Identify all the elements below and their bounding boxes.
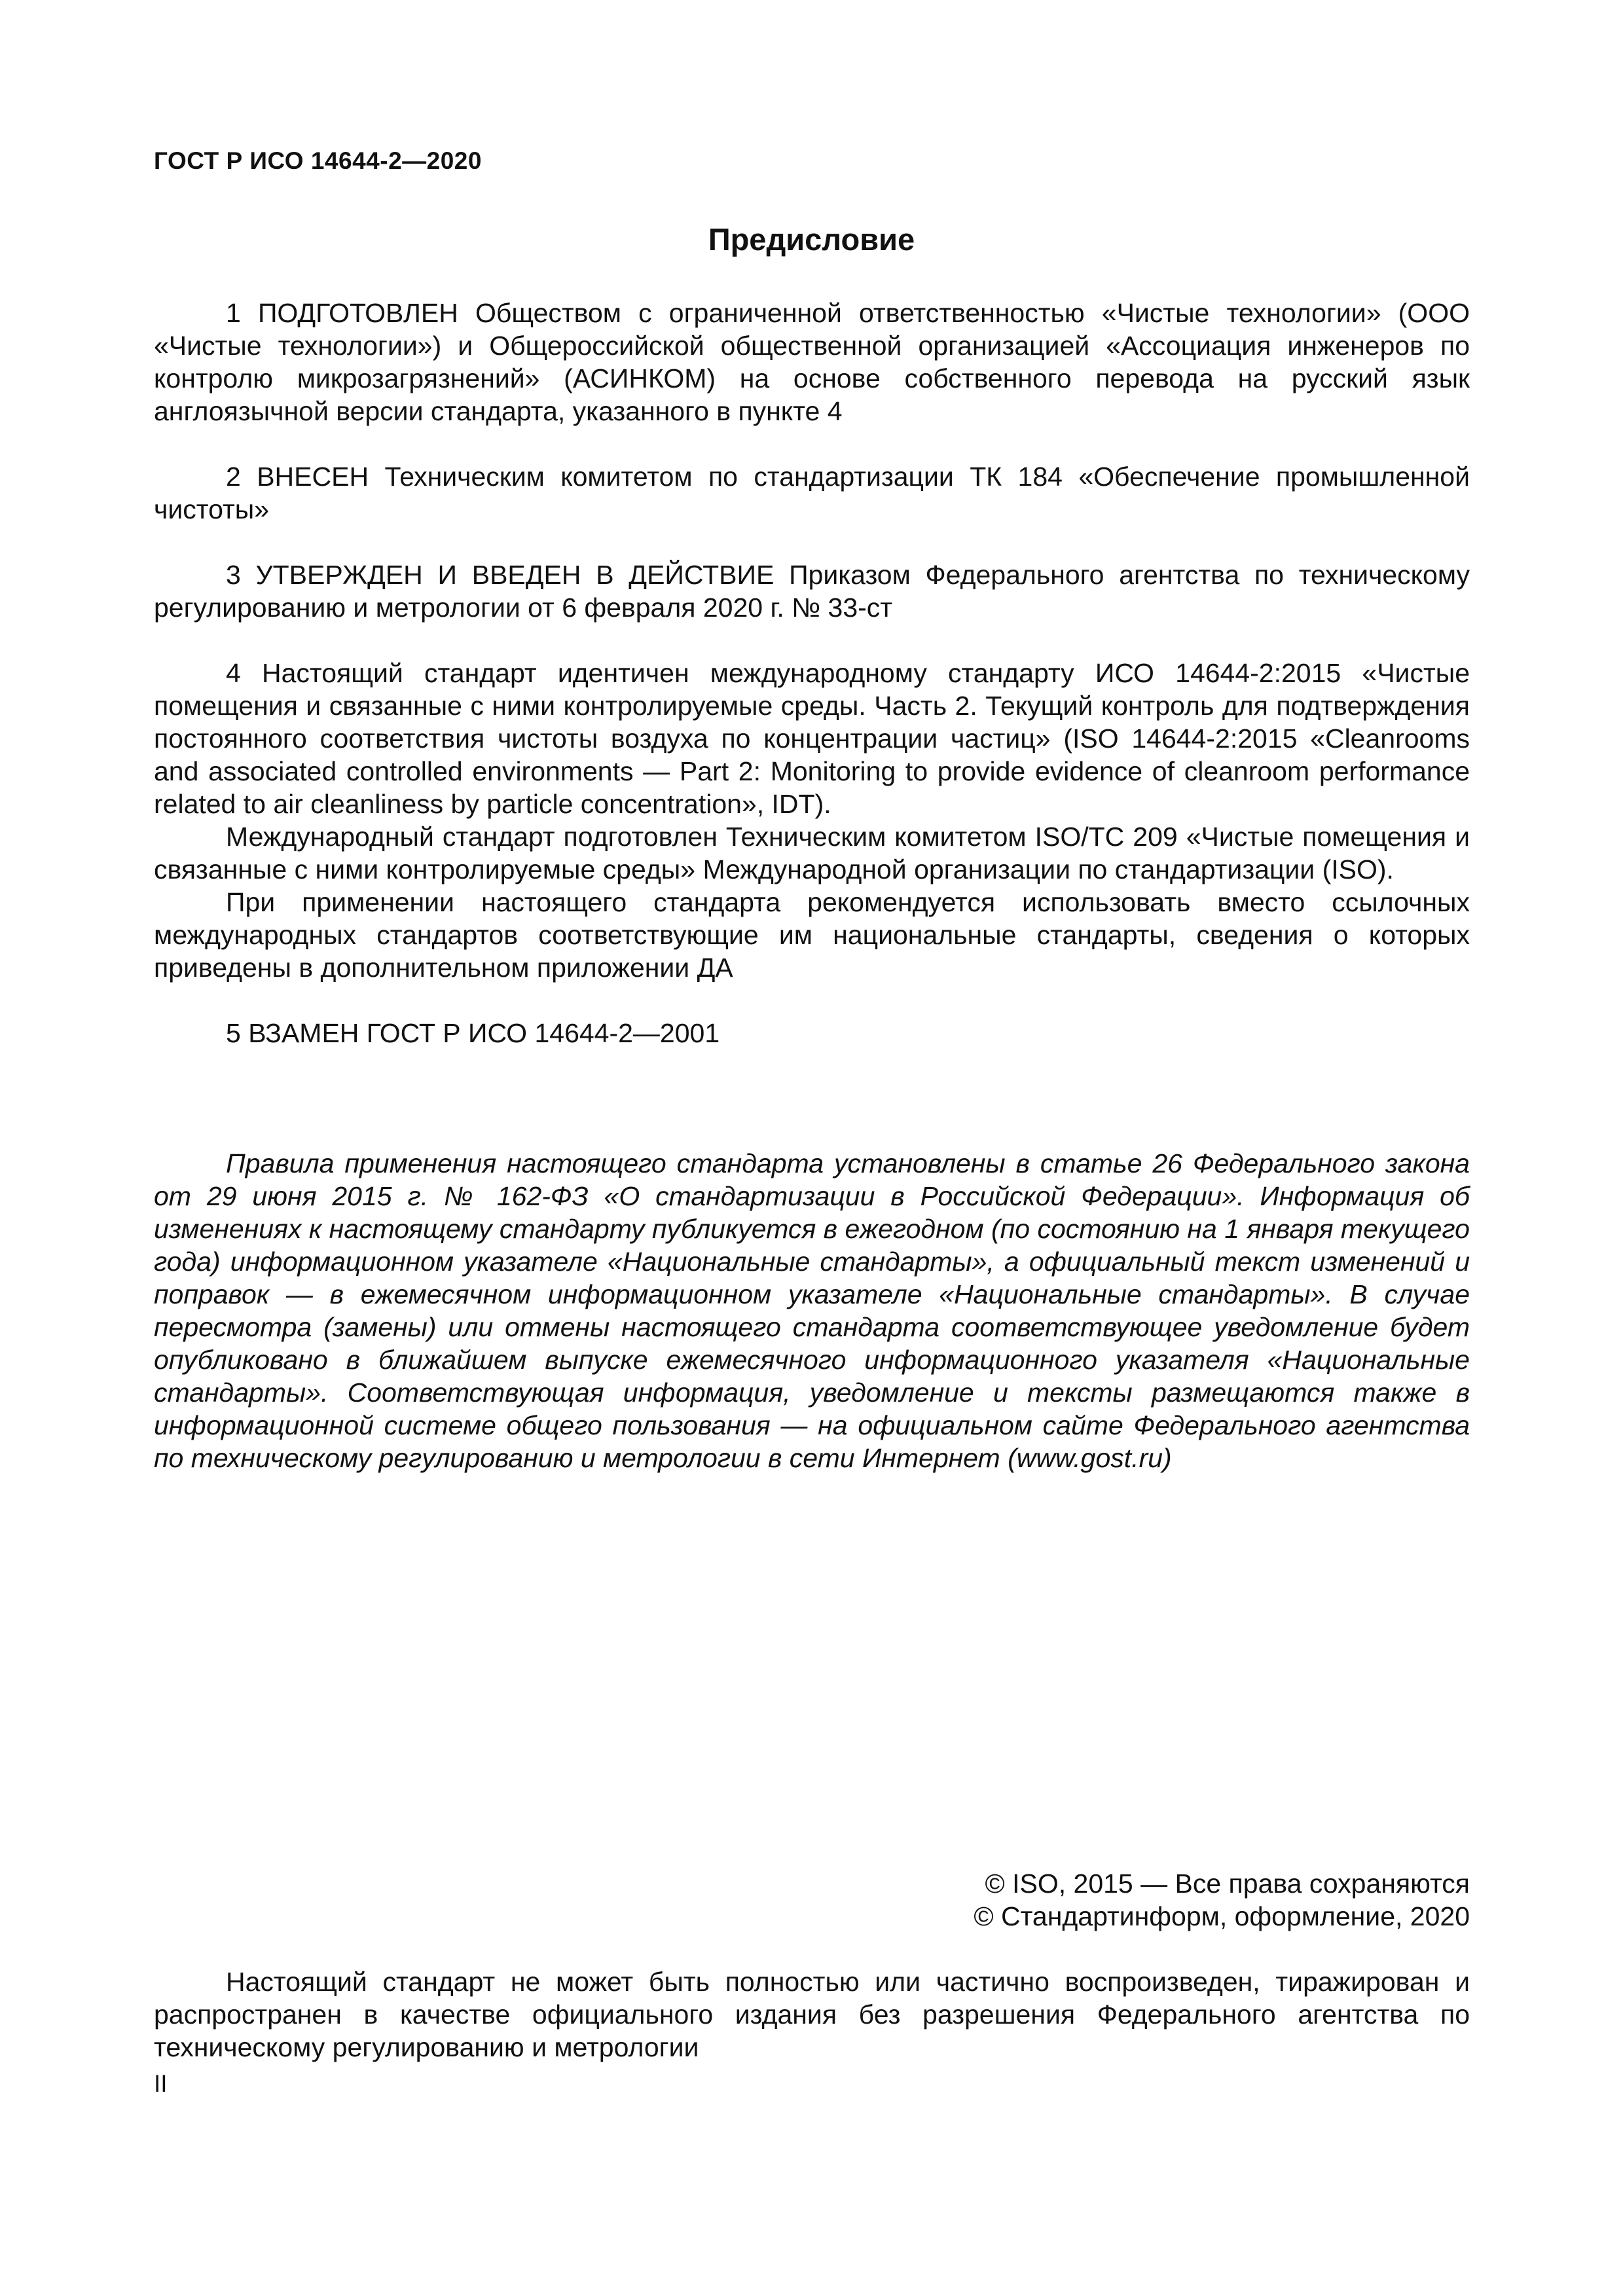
- document-code-header: ГОСТ Р ИСО 14644-2—2020: [154, 147, 482, 174]
- foreword-item-approved: [154, 558, 1470, 624]
- foreword-paragraph: Международный стандарт подготовлен Техническим комитетом ISO/TC 209 «Чистые помещения и связанные с ними контролируемые среды» Международной организации по стандартизации (ISO).: [154, 822, 1470, 884]
- foreword-item-prepared: [154, 297, 1470, 428]
- foreword-paragraph: 3 УТВЕРЖДЕН И ВВЕДЕН В ДЕЙСТВИЕ Приказом Федерального агентства по техническому регулированию и метрологии от 6 февраля 2020 г. № 33-ст: [154, 560, 1470, 623]
- foreword-paragraph: 5 ВЗАМЕН ГОСТ Р ИСО 14644-2—2001: [226, 1018, 720, 1048]
- foreword-item-replaces: [154, 1017, 1470, 1049]
- section-title: Предисловие: [708, 222, 915, 257]
- copyright-block: [974, 1867, 1470, 1933]
- copyright-iso: © ISO, 2015 — Все права сохраняются: [985, 1868, 1470, 1899]
- foreword-paragraph: 1 ПОДГОТОВЛЕН Обществом с ограниченной ответственностью «Чистые технологии» (ООО «Чистые технологии») и Общероссийской общественной организацией «Ассоциация инженеров по контролю микрозагрязнений» (АСИНКОМ) на основе собственного перевода на русский язык англоязычной версии стандарта, указанного в пункте 4: [154, 298, 1470, 426]
- foreword-item-identical: [154, 657, 1470, 984]
- reproduction-notice: Настоящий стандарт не может быть полностью или частично воспроизведен, тиражирован и распространен в качестве официального издания без разрешения Федерального агентства по техническому регулированию и метрологии: [154, 1967, 1470, 2062]
- copyright-publisher: © Стандартинформ, оформление, 2020: [974, 1901, 1470, 1931]
- foreword-paragraph: 2 ВНЕСЕН Техническим комитетом по стандартизации ТК 184 «Обеспечение промышленной чистоты»: [154, 462, 1470, 524]
- foreword-item-introduced: [154, 460, 1470, 526]
- application-rules-notice: Правила применения настоящего стандарта установлены в статье 26 Федерального закона от 29 июня 2015 г. № 162-ФЗ «О стандартизации в Российской Федерации». Информация об изменениях к настоящему стандарту публикуется в ежегодном (по состоянию на 1 января текущего года) информационном указателе «Национальные стандарты», а официальный текст изменений и поправок — в ежемесячном информационном указателе «Национальные стандарты». В случае пересмотра (замены) или отмены настоящего стандарта соответствующее уведомление будет опубликовано в ближайшем выпуске ежемесячного информационного указателя «Национальные стандарты». Соответствующая информация, уведомление и тексты размещаются также в информационной системе общего пользования — на официальном сайте Федерального агентства по техническому регулированию и метрологии в сети Интернет (www.gost.ru): [154, 1148, 1470, 1473]
- page-number: II: [154, 2070, 168, 2097]
- foreword-paragraph: 4 Настоящий стандарт идентичен международному стандарту ИСО 14644-2:2015 «Чистые помещения и связанные с ними контролируемые среды. Часть 2. Текущий контроль для подтверждения постоянного соответствия чистоты воздуха по концентрации частиц» (ISO 14644-2:2015 «Cleanrooms and associated controlled environments — Part 2: Monitoring to provide evidence of cleanroom performance related to air cleanliness by particle concentration», IDT).: [154, 658, 1470, 819]
- foreword-paragraph: При применении настоящего стандарта рекомендуется использовать вместо ссылочных международных стандартов соответствующие им национальные стандарты, сведения о которых приведены в дополнительном приложении ДА: [154, 887, 1470, 983]
